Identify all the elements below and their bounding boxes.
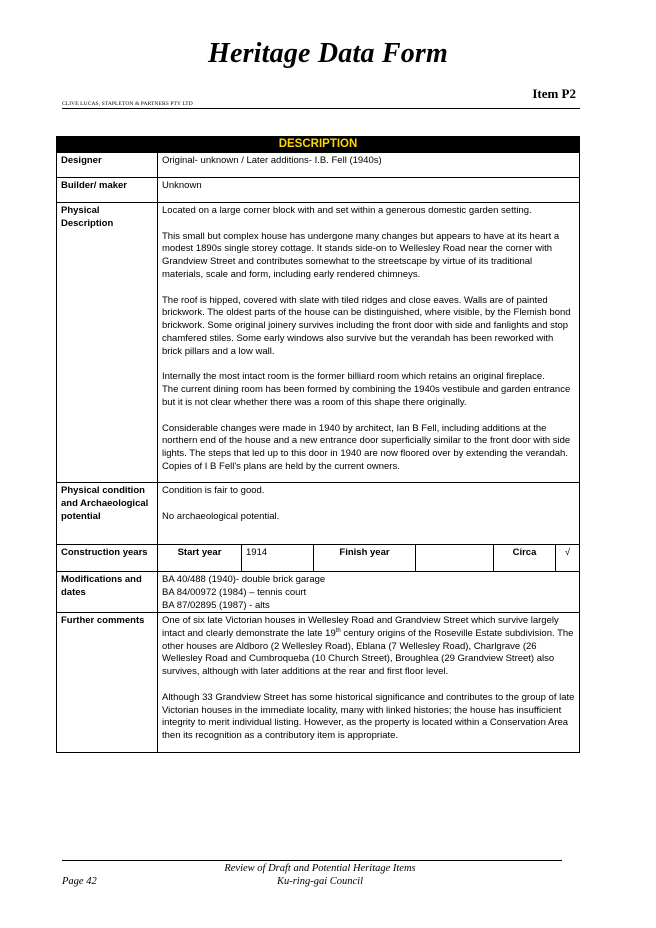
condition-value [158, 483, 579, 544]
designer-label: Designer [57, 153, 158, 177]
finish-year-value [416, 545, 494, 571]
physical-description-value [158, 203, 579, 482]
construction-cells [158, 545, 579, 571]
comments-paragraph: Although 33 Grandview Street has some historical significance and contributes to the group of late Victorian houses in the immediate locality, many with linked histories; the house has insufficient integrity to merit individual listing. However, as the property is located within a Conservation Area then its recognition as a contributory item is appropriate. [162, 691, 575, 742]
footer-report-title: Review of Draft and Potential Heritage Items [224, 863, 416, 874]
further-comments-label: Further comments [57, 613, 158, 752]
circa-check: √ [564, 547, 571, 558]
description-paragraph: This small but complex house has undergone many changes but appears to have at its heart a modest 1890s single storey cottage. It stands side-on to Wellesley Road near the corner with Grandview Street and contributes somewhat to the streetscape by virtue of its traditional materials, scale and form, including early rendered chimneys. [162, 230, 560, 280]
row-further-comments [57, 612, 579, 752]
designer-value: Original- unknown / Later additions- I.B. Fell (1940s) [162, 155, 382, 166]
page-number: Page 42 [62, 876, 97, 887]
condition-label: Physical condition and Archaeological potential [57, 483, 158, 544]
finish-year-label: Finish year [314, 545, 416, 571]
header-divider [62, 108, 580, 109]
condition-paragraph: No archaeological potential. [162, 510, 280, 522]
modification-line: BA 87/02895 (1987) - alts [162, 599, 270, 611]
row-builder [57, 177, 579, 202]
ordinal-suffix: th [335, 627, 341, 634]
footer-caption [180, 862, 460, 888]
footer-council: Ku-ring-gai Council [276, 876, 364, 887]
physical-description-label: Physical Description [57, 203, 158, 482]
further-comments-value [158, 613, 579, 752]
construction-label: Construction years [57, 545, 158, 571]
description-paragraph: The roof is hipped, covered with slate with tiled ridges and close eaves. Walls are of painted brickwork. The oldest parts of the house can be distinguished, where visible, by the Flemish bond brickwork. Some original joinery survives including the front door with side and fanlights and stop chamfered stiles. Some early windows also survive but the verandah has been reworked with brick pillars and a low wall. [162, 294, 571, 357]
modifications-value [158, 572, 579, 612]
comments-paragraph [162, 615, 575, 679]
modification-line: BA 84/00972 (1984) – tennis court [162, 586, 307, 598]
description-table [56, 136, 580, 753]
builder-value: Unknown [162, 180, 202, 191]
row-construction-years [57, 544, 579, 571]
row-physical-condition [57, 482, 579, 544]
page-title: Heritage Data Form [207, 38, 449, 69]
modification-line: BA 40/488 (1940)- double brick garage [162, 574, 326, 585]
footer-divider [62, 860, 562, 861]
description-paragraph: Internally the most intact room is the former billiard room which retains an original fireplace. The current dining room has been formed by combining the 1940s vestibule and garden entrance but it is not clear whether there was a room of this shape there originally. [162, 371, 571, 408]
start-year-value: 1914 [242, 545, 314, 571]
description-paragraph: Considerable changes were made in 1940 by architect, Ian B Fell, including additions at the northern end of the house and a new entrance door superficially similar to the front door with side lights. The steps that led up to this door in 1940 are now floored over by extending the verandah. Copies of I B Fell's plans are held by the current owners. [162, 422, 571, 472]
condition-paragraph: Condition is fair to good. [162, 485, 265, 496]
comments-text: One of six late Victorian houses in Wellesley Road and Grandview Street which survive largely intact and clearly demonstrate the late 19 [162, 615, 559, 639]
firm-name: CLIVE LUCAS, STAPLETON & PARTNERS PTY LTD [62, 101, 193, 107]
row-physical-description [57, 202, 579, 482]
comments-text: century origins of the Roseville Estate subdivision. The other houses are Aldboro (2 Wellesley Road), Eblana (7 Wellesley Road), Charlgrave (26 Wellesley Road and Cumbroqueba (10 Church Street), Broughlea (29 Grandview Street) also survives, although with later additions at the rear and first floor level. [162, 627, 574, 678]
row-designer [57, 152, 579, 177]
row-modifications [57, 571, 579, 612]
section-header: DESCRIPTION [57, 137, 579, 152]
circa-label: Circa [494, 545, 556, 571]
description-paragraph: Located on a large corner block with and set within a generous domestic garden setting. [162, 205, 532, 216]
modifications-label: Modifications and dates [57, 572, 158, 612]
builder-label: Builder/ maker [57, 178, 158, 202]
item-number: Item P2 [532, 86, 576, 101]
start-year-label: Start year [158, 545, 242, 571]
